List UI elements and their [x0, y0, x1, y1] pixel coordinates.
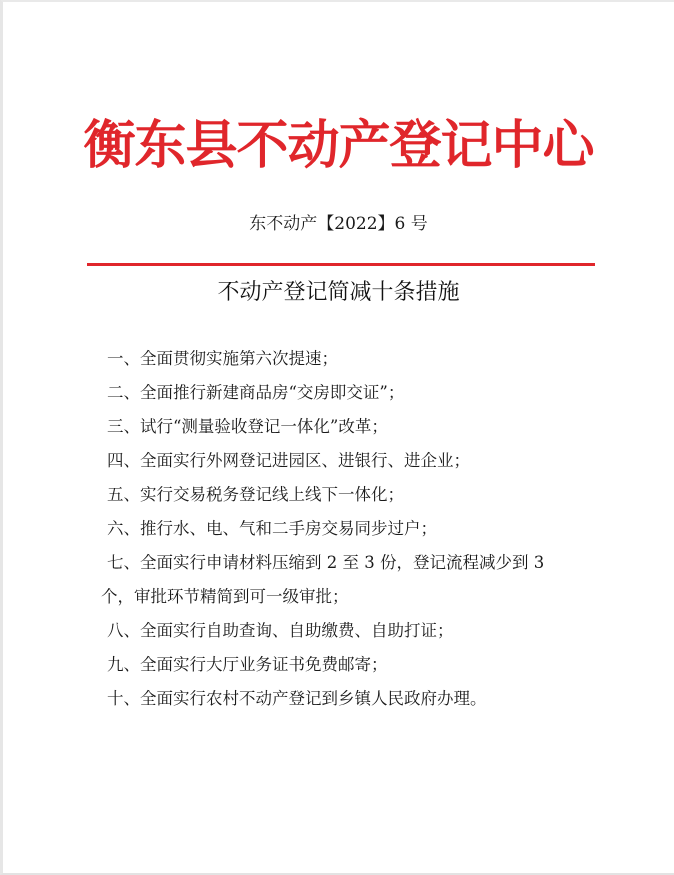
measure-item-1	[107, 342, 587, 376]
measure-text: 三、试行“测量验收登记一体化”改革；	[107, 417, 388, 436]
measures-list	[101, 342, 587, 716]
measure-text: 一、全面贯彻实施第六次提速；	[107, 349, 338, 368]
measure-item-4	[107, 444, 587, 478]
measure-item-3	[107, 410, 587, 444]
measure-item-8	[107, 614, 587, 648]
measure-text: 六、推行水、电、气和二手房交易同步过户；	[107, 519, 437, 538]
measure-text: 七、全面实行申请材料压缩到 2 至 3 份，登记流程减少到 3	[107, 553, 545, 572]
measure-text-continued: 个，审批环节精简到可一级审批；	[101, 587, 349, 606]
measure-text: 四、全面实行外网登记进园区、进银行、进企业；	[107, 451, 470, 470]
org-title: 衡东县不动产登记中心	[83, 115, 594, 176]
red-divider-line	[87, 263, 595, 266]
measure-text: 九、全面实行大厅业务证书免费邮寄；	[107, 655, 388, 674]
measure-item-6	[107, 512, 587, 546]
measure-text: 八、全面实行自助查询、自助缴费、自助打证；	[107, 621, 454, 640]
measure-item-10	[107, 682, 587, 716]
measure-item-2	[107, 376, 587, 410]
measure-item-5	[107, 478, 587, 512]
document-number: 东不动产【2022】6 号	[249, 214, 428, 234]
measure-item-7	[101, 546, 587, 614]
measure-text: 五、实行交易税务登记线上线下一体化；	[107, 485, 404, 504]
document-title: 不动产登记简减十条措施	[217, 280, 460, 305]
measure-text: 十、全面实行农村不动产登记到乡镇人民政府办理。	[107, 689, 487, 708]
measure-item-9	[107, 648, 587, 682]
measure-text: 二、全面推行新建商品房“交房即交证”；	[107, 383, 405, 402]
